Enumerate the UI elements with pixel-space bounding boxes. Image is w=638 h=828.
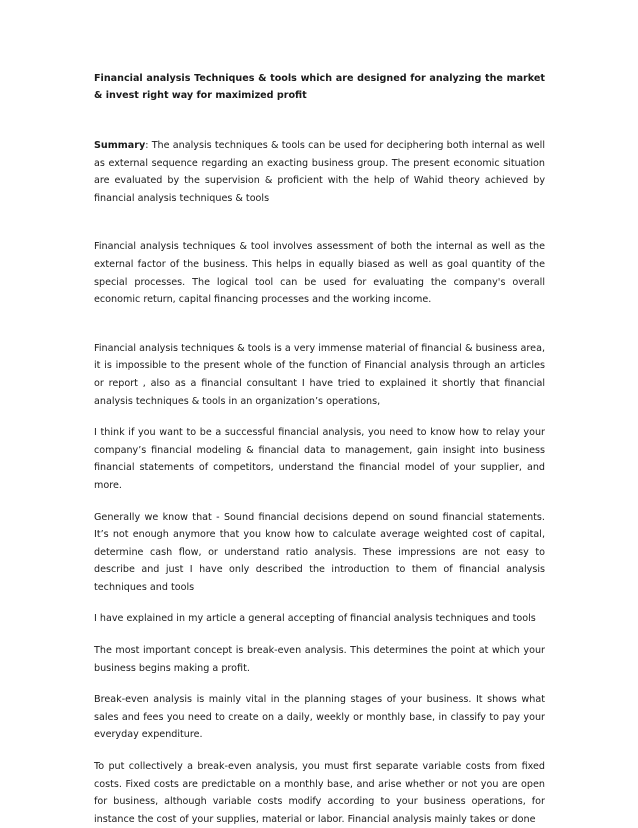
document-title: Financial analysis Techniques & tools which are designed for analyzing the market & invest right way for maximized profit bbox=[94, 73, 545, 101]
body-paragraph: Financial analysis techniques & tool involves assessment of both the internal as well as the external factor of the business. This helps in equally biased as well as goal quantity of the special processes. The logical tool can be used for evaluating the company's overall economic return, capital financing processes and the working income. bbox=[94, 241, 545, 306]
summary-paragraph bbox=[94, 137, 545, 207]
summary-label: Summary bbox=[94, 140, 146, 151]
body-paragraph: I think if you want to be a successful financial analysis, you need to know how to relay your company’s financial modeling & financial data to management, gain insight into business financial statements of competitors, understand the financial model of your supplier, and more. bbox=[94, 427, 545, 491]
body-paragraph: The most important concept is break-even analysis. This determines the point at which your business begins making a profit. bbox=[94, 645, 545, 674]
document-page bbox=[94, 70, 545, 828]
body-paragraph: Generally we know that - Sound financial decisions depend on sound financial statements. It’s not enough anymore that you know how to calculate average weighted cost of capital, determine cash flow, or understand ratio analysis. These impressions are not easy to describe and just I have only described the introduction to them of financial analysis techniques and tools bbox=[94, 511, 545, 593]
body-paragraph: Financial analysis techniques & tools is a very immense material of financial & business area, it is impossible to the present whole of the function of Financial analysis through an articles or report , also as a financial consultant I have tried to explained it shortly that financial analysis techniques & tools in an organization’s operations, bbox=[94, 342, 545, 407]
body-paragraph: I have explained in my article a general accepting of financial analysis techniques and tools bbox=[94, 613, 536, 625]
body-paragraph: To put collectively a break-even analysis, you must first separate variable costs from fixed costs. Fixed costs are predictable on a monthly base, and arise whether or not you are open for business, although variable costs modify according to your business operations, for instance the cost of your supplies, material or labor. Financial analysis mainly takes or done bbox=[94, 761, 545, 825]
summary-text: : The analysis techniques & tools can be used for deciphering both internal as well as external sequence regarding an exacting business group. The present economic situation are evaluated by the supervision & proficient with the help of Wahid theory achieved by financial analysis techniques & tools bbox=[94, 140, 545, 204]
body-paragraph: Break-even analysis is mainly vital in the planning stages of your business. It shows what sales and fees you need to create on a daily, weekly or monthly base, in classify to pay your everyday expenditure. bbox=[94, 694, 545, 741]
